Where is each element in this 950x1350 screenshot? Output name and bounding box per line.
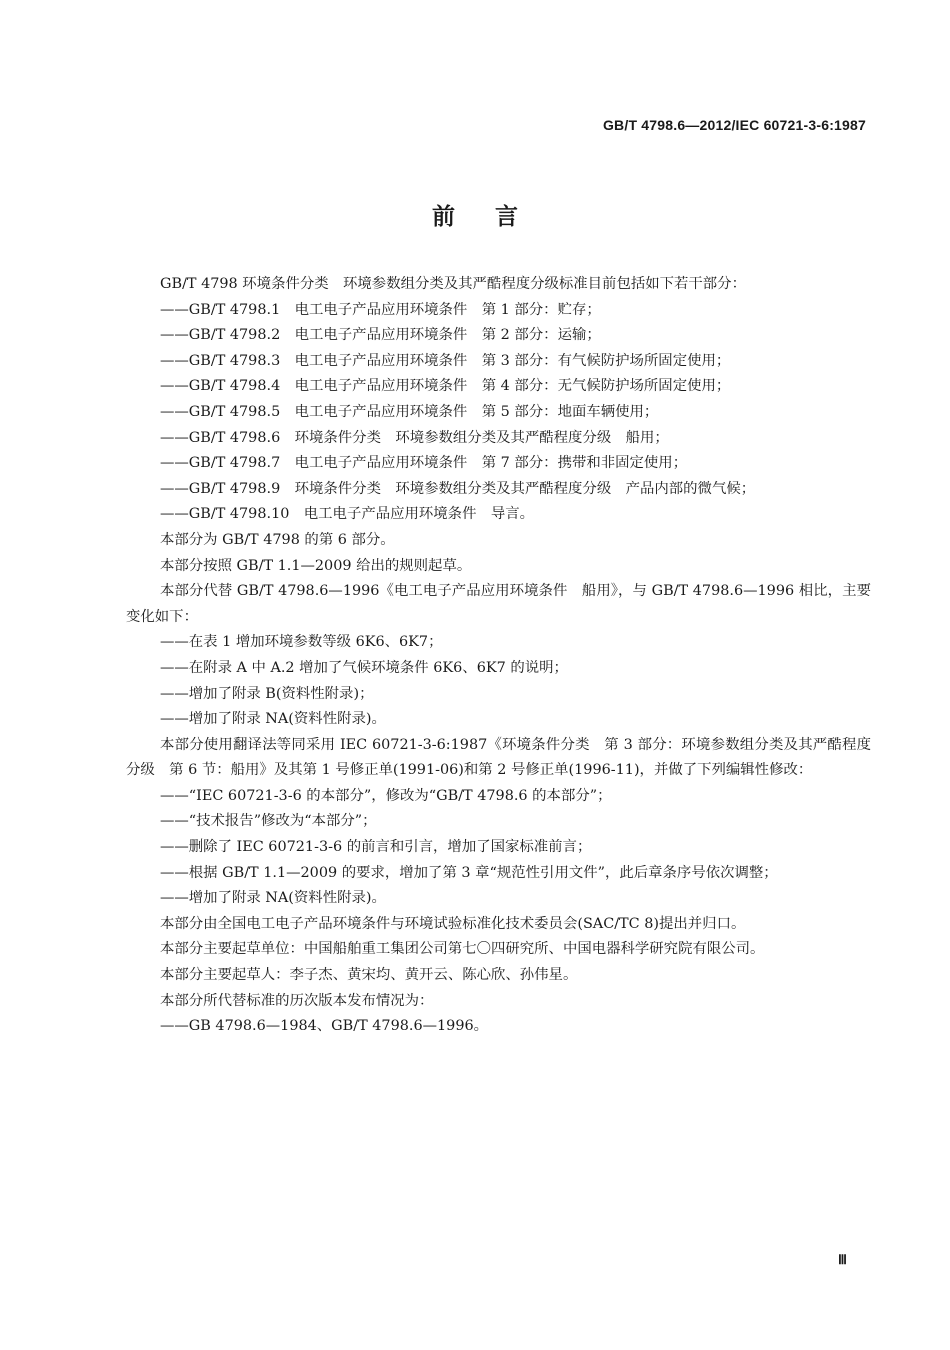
history-paragraph: 本部分所代替标准的历次版本发布情况为： (160, 992, 434, 1009)
list-item: ——GB/T 4798.6 环境条件分类 环境参数组分类及其严酷程度分级 船用； (160, 429, 669, 446)
list-item: ——GB/T 4798.4 电工电子产品应用环境条件 第 4 部分：无气候防护场所固定使用； (160, 378, 731, 395)
list-item: ——GB 4798.6—1984、GB/T 4798.6—1996。 (160, 1018, 489, 1035)
list-item: ——GB/T 4798.7 电工电子产品应用环境条件 第 7 部分：携带和非固定使用； (160, 455, 688, 472)
list-item: ——“IEC 60721-3-6 的本部分”，修改为“GB/T 4798.6 的本部分”； (160, 787, 612, 804)
history-list (126, 1014, 871, 1040)
foreword-body (126, 272, 871, 1040)
replacement-paragraph: 本部分代替 GB/T 4798.6—1996《电工电子产品应用环境条件 船用》，与 GB/T 4798.6—1996 相比，主要变化如下： (126, 583, 871, 625)
list-item: ——GB/T 4798.2 电工电子产品应用环境条件 第 2 部分：运输； (160, 327, 601, 344)
list-item: ——“技术报告”修改为“本部分”； (160, 813, 377, 830)
drafting-rules-paragraph: 本部分按照 GB/T 1.1—2009 给出的规则起草。 (160, 557, 472, 574)
list-item: ——根据 GB/T 1.1—2009 的要求，增加了第 3 章“规范性引用文件”，此后章条序号依次调整； (160, 864, 778, 881)
list-item: ——GB/T 4798.3 电工电子产品应用环境条件 第 3 部分：有气候防护场所固定使用； (160, 352, 731, 369)
committee-paragraph: 本部分由全国电工电子产品环境条件与环境试验标准化技术委员会(SAC/TC 8)提出并归口。 (160, 915, 746, 932)
list-item: ——GB/T 4798.1 电工电子产品应用环境条件 第 1 部分：贮存； (160, 301, 601, 318)
drafting-units-paragraph: 本部分主要起草单位：中国船舶重工集团公司第七〇四研究所、中国电器科学研究院有限公司。 (160, 941, 765, 958)
edits-list (126, 784, 871, 912)
standard-code-header: GB/T 4798.6—2012/IEC 60721-3-6:1987 (602, 117, 866, 133)
list-item: ——增加了附录 NA(资料性附录)。 (160, 711, 386, 728)
part-number-paragraph: 本部分为 GB/T 4798 的第 6 部分。 (160, 531, 395, 548)
parts-list (126, 298, 871, 528)
list-item: ——GB/T 4798.5 电工电子产品应用环境条件 第 5 部分：地面车辆使用； (160, 403, 659, 420)
list-item: ——删除了 IEC 60721-3-6 的前言和引言，增加了国家标准前言； (160, 839, 592, 856)
drafters-paragraph: 本部分主要起草人：李子杰、黄宋均、黄开云、陈心欣、孙伟星。 (160, 967, 578, 984)
page-number: Ⅲ (838, 1252, 847, 1267)
changes-list (126, 630, 871, 732)
list-item: ——GB/T 4798.9 环境条件分类 环境参数组分类及其严酷程度分级 产品内部的微气候； (160, 480, 756, 497)
list-item: ——增加了附录 NA(资料性附录)。 (160, 890, 386, 907)
translation-paragraph: 本部分使用翻译法等同采用 IEC 60721-3-6:1987《环境条件分类 第 3 部分：环境参数组分类及其严酷程度分级 第 6 节：船用》及其第 1 号修正单(1991-06)和第 2 号修正单(1996-11)，并做了下列编辑性修改： (126, 736, 871, 779)
list-item: ——增加了附录 B(资料性附录)； (160, 685, 374, 702)
page-title: 前言 (432, 203, 558, 230)
list-item: ——在附录 A 中 A.2 增加了气候环境条件 6K6、6K7 的说明； (160, 659, 568, 676)
intro-paragraph: GB/T 4798 环境条件分类 环境参数组分类及其严酷程度分级标准目前包括如下若干部分： (160, 276, 746, 292)
list-item: ——GB/T 4798.10 电工电子产品应用环境条件 导言。 (160, 506, 535, 523)
list-item: ——在表 1 增加环境参数等级 6K6、6K7； (160, 634, 443, 651)
